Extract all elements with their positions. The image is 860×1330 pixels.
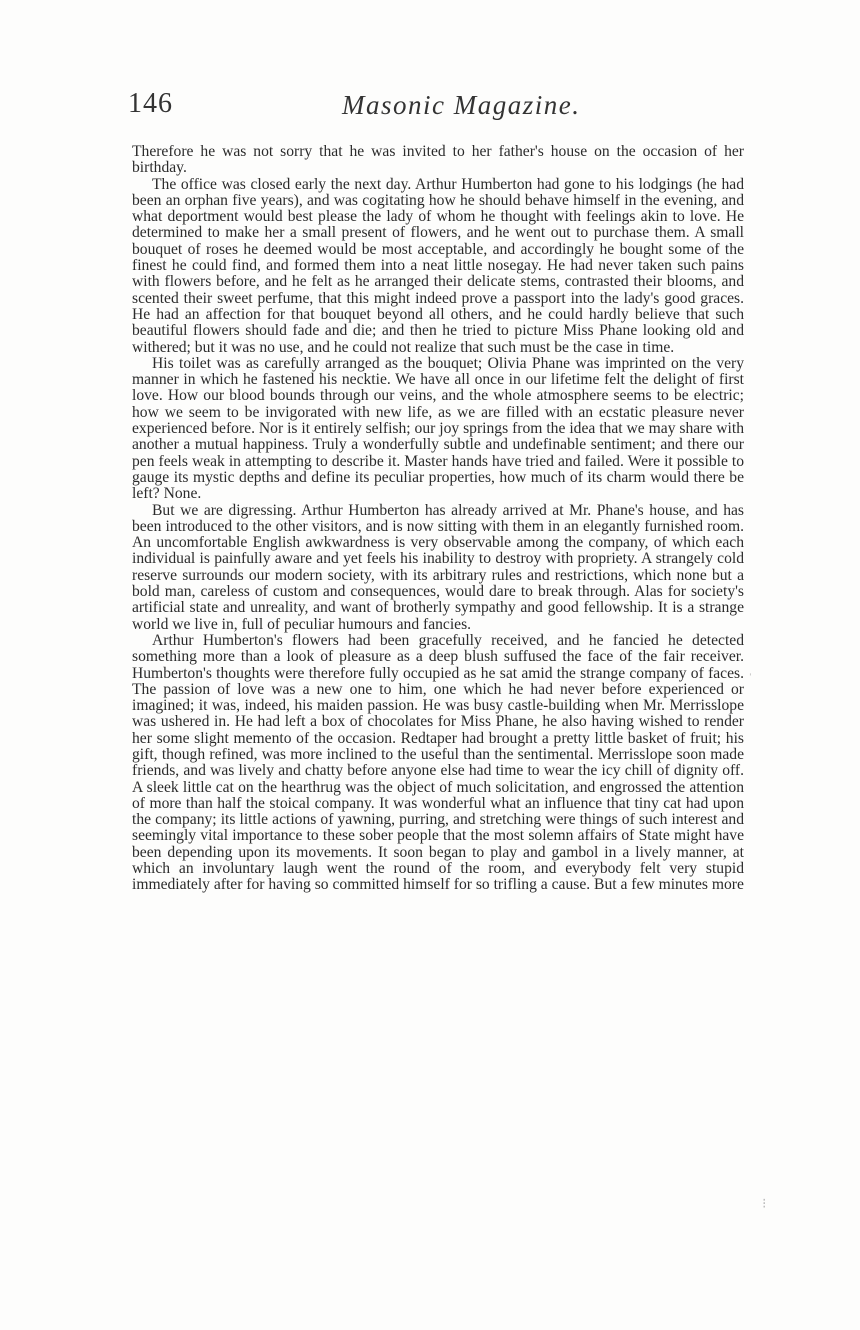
margin-speck: ˈ: [748, 672, 753, 687]
running-title: Masonic Magazine.: [342, 90, 581, 120]
paragraph: Therefore he was not sorry that he was invited to her father's house on the occasion of her birthday.: [132, 143, 744, 177]
margin-speck: ⁝: [762, 1197, 767, 1212]
page-number: 146: [128, 88, 173, 119]
paragraph: Arthur Humberton's flowers had been gracefully received, and he fancied he detected something more than a look of pleasure as a deep blush suffused the face of the fair receiver. Humberton's thoughts were therefore fully occupied as he sat amid the strange company of faces. The passion of love was a new one to him, one which he had never before experienced or imagined; it was, indeed, his maiden passion. He was busy castle-building when Mr. Merrisslope was ushered in. He had left a box of chocolates for Miss Phane, he also having wished to render her some slight memento of the occasion. Redtaper had brought a pretty little basket of fruit; his gift, though refined, was more inclined to the useful than the sentimental. Merrisslope soon made friends, and was lively and chatty before anyone else had time to wear the icy chill of dignity off. A sleek little cat on the hearthrug was the object of much solicitation, and engrossed the attention of more than half the stoical company. It was wonderful what an influence that tiny cat had upon the company; its little actions of yawning, purring, and stretching were things of such interest and seemingly vital importance to these sober people that the most solemn affairs of State might have been depending upon its movements. It soon began to play and gambol in a lively manner, at which an involuntary laugh went the round of the room, and everybody felt very stupid immediately after for having so committed himself for so trifling a cause. But a few minutes more: [132, 631, 744, 894]
page-header: [128, 88, 748, 128]
paragraph: His toilet was as carefully arranged as the bouquet; Olivia Phane was imprinted on the very manner in which he fastened his necktie. We have all once in our lifetime felt the delight of first love. How our blood bounds through our veins, and the whole atmosphere seems to be electric; how we seem to be invigorated with new life, as we are filled with an ecstatic pleasure never experienced before. Nor is it entirely selfish; our joy springs from the idea that we may share with another a mutual happiness. Truly a wonderfully subtle and undefinable sentiment; and there our pen feels weak in attempting to describe it. Master hands have tried and failed. Were it possible to gauge its mystic depths and define its peculiar properties, how much of its charm would there be left? None.: [132, 354, 744, 503]
paragraph: But we are digressing. Arthur Humberton has already arrived at Mr. Phane's house, and has been introduced to the other visitors, and is now sitting with them in an elegantly furnished room. An uncomfortable English awkwardness is very observable among the company, of which each individual is painfully aware and yet feels his inability to destroy with propriety. A strangely cold reserve surrounds our modern society, with its arbitrary rules and restrictions, which none but a bold man, careless of custom and consequences, would dare to break through. Alas for society's artificial state and unreality, and want of brotherly sympathy and good fellowship. It is a strange world we live in, full of peculiar humours and fancies.: [132, 501, 744, 633]
article-body: [132, 144, 744, 894]
paragraph: The office was closed early the next day. Arthur Humberton had gone to his lodgings (he had been an orphan five years), and was cogitating how he should behave himself in the evening, and what deportment would best please the lady of whom he thought with feelings akin to love. He determined to make her a small present of flowers, and he went out to purchase them. A small bouquet of roses he deemed would be most acceptable, and accordingly he bought some of the finest he could find, and formed them into a neat little nosegay. He had never taken such pains with flowers before, and he felt as he arranged their delicate stems, contrasted their blooms, and scented their sweet perfume, that this might indeed prove a passport into the lady's good graces. He had an affection for that bouquet beyond all others, and he could hardly believe that such beautiful flowers should fade and die; and then he tried to picture Miss Phane looking old and withered; but it was no use, and he could not realize that such must be the case in time.: [132, 175, 744, 356]
